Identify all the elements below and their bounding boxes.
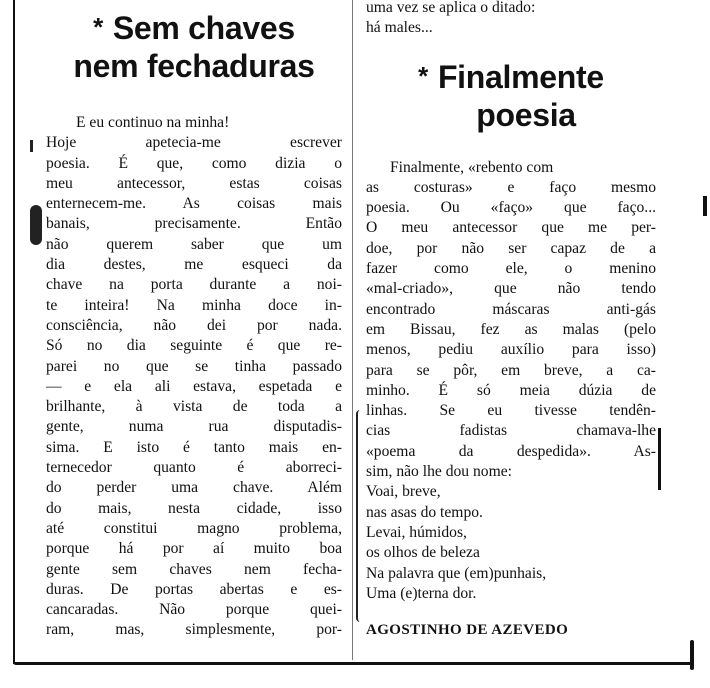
poem-line: Levai, húmidos, xyxy=(366,523,467,541)
text-line: enternecem-me. As coisas mais xyxy=(46,195,342,213)
text-line: cias fadistas chamava-lhe xyxy=(366,422,656,440)
poem-line: Na palavra que (em)punhais, xyxy=(366,564,547,582)
text-line: dia destes, me esqueci da xyxy=(46,256,342,274)
handwritten-bracket xyxy=(356,410,364,622)
headline-line: Sem chaves xyxy=(112,10,295,46)
text-line: em Bissau, fez as malas (pelo xyxy=(366,320,656,338)
text-line: Hoje apetecia-me escrever xyxy=(46,134,342,152)
text-line: chave na porta durante a noi- xyxy=(46,276,342,294)
text-line: do mais, nesta cidade, isso xyxy=(46,499,342,517)
text-line: ram, mas, simplesmente, por- xyxy=(46,621,342,639)
text-line: parei no que se tinha passado xyxy=(46,357,342,375)
text-line: há males... xyxy=(366,19,433,37)
right-headline xyxy=(366,57,656,134)
text-line: banais, precisamente. Então xyxy=(46,215,342,233)
continued-text xyxy=(366,0,656,39)
text-line: poesia. É que, como dizia o xyxy=(46,154,342,172)
handwritten-bar xyxy=(658,428,661,490)
text-line: até constitui magno problema, xyxy=(46,519,342,537)
text-line: para se pôr, em breve, a ca- xyxy=(366,361,656,379)
star-icon: * xyxy=(93,12,103,42)
text-line: gente, numa rua disputadis- xyxy=(46,418,342,436)
text-line: consciência, não dei por nada. xyxy=(46,316,342,334)
left-headline xyxy=(46,8,342,85)
left-article xyxy=(46,8,342,641)
text-line: gente sem chaves nem fecha- xyxy=(46,560,342,578)
text-line: as costuras» e faço mesmo xyxy=(366,178,656,196)
text-line: ternecedor quanto é aborreci- xyxy=(46,459,342,477)
headline-line: poesia xyxy=(476,96,576,133)
text-line: encontrado máscaras anti-gás xyxy=(366,300,656,318)
text-line: poesia. Ou «faço» que faço... xyxy=(366,199,656,217)
right-article xyxy=(366,0,656,639)
text-line: — e ela ali estava, espetada e xyxy=(46,377,342,395)
headline-line: Finalmente xyxy=(437,58,604,95)
text-line: «poema da despedida». As- xyxy=(366,442,656,460)
text-line: doe, por não ser capaz de a xyxy=(366,239,656,257)
edge-mark xyxy=(703,196,707,216)
headline-line: nem fechaduras xyxy=(73,48,315,84)
text-line: sim, não lhe dou nome: xyxy=(366,463,512,481)
star-icon: * xyxy=(418,60,428,91)
text-line: linhas. Se eu tivesse tendên- xyxy=(366,402,656,420)
text-line: meu antecessor, estas coisas xyxy=(46,174,342,192)
margin-pen-mark xyxy=(30,205,42,245)
text-line: Finalmente, «rebento com xyxy=(390,158,554,176)
text-line: do perder uma chave. Além xyxy=(46,479,342,497)
column-divider xyxy=(352,0,353,660)
poem-line: nas asas do tempo. xyxy=(366,503,483,521)
text-line: Só no dia seguinte é que re- xyxy=(46,337,342,355)
text-line: duras. De portas abertas e es- xyxy=(46,580,342,598)
text-line: «mal-criado», que não tendo xyxy=(366,280,656,298)
text-line: cancaradas. Não porque quei- xyxy=(46,601,342,619)
text-line: brilhante, à vista de toda a xyxy=(46,398,342,416)
text-line: O meu antecessor que me per- xyxy=(366,219,656,237)
left-article-body xyxy=(46,113,342,641)
text-line: E eu continuo na minha! xyxy=(76,114,230,131)
poem-line: Voai, breve, xyxy=(366,483,441,501)
text-line: fazer como ele, o menino xyxy=(366,260,656,278)
text-line: te inteira! Na minha doce in- xyxy=(46,296,342,314)
poem-line: Uma (e)terna dor. xyxy=(366,584,477,602)
text-line: sima. E isto é tanto mais en- xyxy=(46,438,342,456)
right-article-body xyxy=(366,158,656,483)
poem xyxy=(366,482,656,604)
text-line: menos, pediu auxílio para isso) xyxy=(366,341,656,359)
frame-border-left xyxy=(13,0,15,664)
text-line: porque há por aí muito boa xyxy=(46,540,342,558)
author-signature: AGOSTINHO DE AZEVEDO xyxy=(366,622,569,639)
frame-corner-mark xyxy=(690,640,694,670)
poem-line: os olhos de beleza xyxy=(366,544,480,562)
frame-border-bottom xyxy=(13,662,693,665)
text-line: uma vez se aplica o ditado: xyxy=(366,0,536,16)
margin-pen-mark xyxy=(30,140,33,152)
text-line: minho. É só meia dúzia de xyxy=(366,381,656,399)
text-line: não querem saber que um xyxy=(46,235,342,253)
